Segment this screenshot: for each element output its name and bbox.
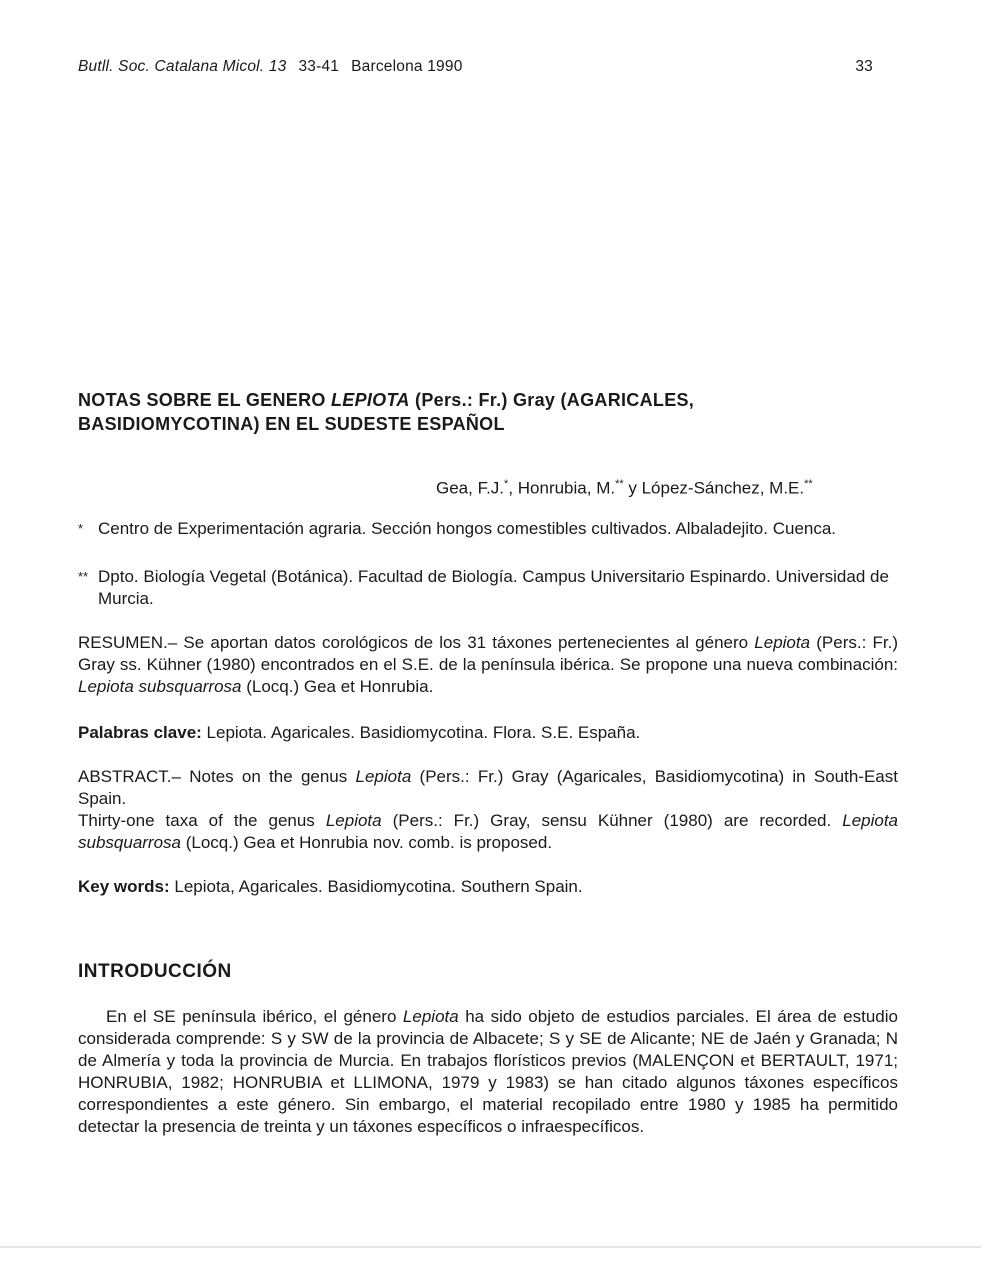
abstract-text-2: (Pers.: Fr.) Gray (Agaricales, Basidiomycotina) in South-East Spain.: [78, 767, 898, 808]
abstract-text-1: Notes on the genus: [189, 767, 356, 786]
key-words-label: Key words:: [78, 877, 170, 896]
resumen-paragraph: [78, 632, 898, 698]
palabras-clave-text: Lepiota. Agaricales. Basidiomycotina. Flora. S.E. España.: [201, 723, 641, 742]
affiliation-1: [78, 518, 896, 540]
key-words-text: Lepiota, Agaricales. Basidiomycotina. Southern Spain.: [169, 877, 583, 896]
abstract-genus-1: Lepiota: [355, 767, 412, 786]
author-list: [436, 478, 813, 499]
page-number: 33: [855, 58, 873, 75]
title-genus: LEPIOTA: [330, 390, 410, 410]
affiliation-2-mark: **: [78, 569, 89, 584]
affiliation-1-mark: *: [78, 521, 84, 536]
title-part-1: NOTAS SOBRE EL GENERO: [78, 390, 331, 410]
abstract-text-3: Thirty-one taxa of the genus: [78, 811, 326, 830]
author-1-mark: *: [504, 478, 509, 490]
resumen-text-2: (Pers.: Fr.) Gray ss. Kühner (1980) encontrados en el S.E. de la península ibérica. Se propone una nueva combinación:: [78, 633, 898, 674]
journal-name: Butll. Soc. Catalana Micol. 13: [78, 58, 287, 75]
abstract-genus-2: Lepiota: [325, 811, 382, 830]
page-range: 33-41: [298, 58, 340, 75]
author-2-mark: **: [615, 478, 624, 490]
abstract-text-4: (Pers.: Fr.) Gray, sensu Kühner (1980) are recorded.: [381, 811, 843, 830]
resumen-text-3: (Locq.) Gea et Honrubia.: [241, 677, 434, 696]
abstract-species: Lepiota subsquarrosa: [78, 811, 899, 852]
affiliation-1-text: Centro de Experimentación agraria. Sección hongos comestibles cultivados. Albaladejito. Cuenca.: [98, 519, 837, 538]
resumen-genus: Lepiota: [754, 633, 811, 652]
article-title: [78, 388, 838, 436]
intro-text-2: ha sido objeto de estudios parciales. El área de estudio considerada comprende: S y SW de la provincia de Albacete; S y SE de Alicante; NE de Jaén y Granada; N de Almería y toda la provincia de Murcia. En trabajos florísticos previos (MALENÇON et BERTAULT, 1971; HONRUBIA, 1982; HONRUBIA et LLIMONA, 1979 y 1983) se han citado algunos táxones específicos correspondientes a este género. Sin embargo, el material recopilado entre 1980 y 1985 ha permitido detectar la presencia de treinta y un táxones específicos o infraespecíficos.: [78, 1007, 898, 1136]
affiliation-2: [78, 566, 896, 610]
palabras-clave-label: Palabras clave:: [78, 723, 202, 742]
resumen-label: RESUMEN.–: [78, 633, 184, 652]
abstract-text-5: (Locq.) Gea et Honrubia nov. comb. is proposed.: [181, 833, 553, 852]
author-3: y López-Sánchez, M.E.: [623, 478, 805, 498]
journal-citation: [78, 58, 463, 76]
introduccion-paragraph: [78, 1006, 898, 1138]
resumen-text-1: Se aportan datos corológicos de los 31 táxones pertenecientes al género: [183, 633, 755, 652]
title-line-2: BASIDIOMYCOTINA) EN EL SUDESTE ESPAÑOL: [78, 414, 505, 434]
page-bottom-edge: [0, 1246, 981, 1248]
place-year: Barcelona 1990: [351, 58, 463, 75]
key-words: [78, 876, 898, 898]
author-2: , Honrubia, M.: [508, 478, 616, 498]
resumen-species: Lepiota subsquarrosa: [78, 677, 242, 696]
affiliation-2-text: Dpto. Biología Vegetal (Botánica). Facultad de Biología. Campus Universitario Espinardo. Universidad de Murcia.: [98, 567, 889, 608]
intro-text-1: En el SE península ibérico, el género: [106, 1007, 403, 1026]
abstract-paragraph: [78, 766, 898, 854]
abstract-label: ABSTRACT.–: [78, 767, 190, 786]
intro-genus: Lepiota: [402, 1007, 459, 1026]
title-part-2: (Pers.: Fr.) Gray (AGARICALES,: [409, 390, 695, 410]
section-heading-introduccion: INTRODUCCIÓN: [78, 961, 232, 982]
author-3-mark: **: [804, 478, 813, 490]
author-1: Gea, F.J.: [436, 478, 505, 498]
palabras-clave: [78, 722, 898, 744]
